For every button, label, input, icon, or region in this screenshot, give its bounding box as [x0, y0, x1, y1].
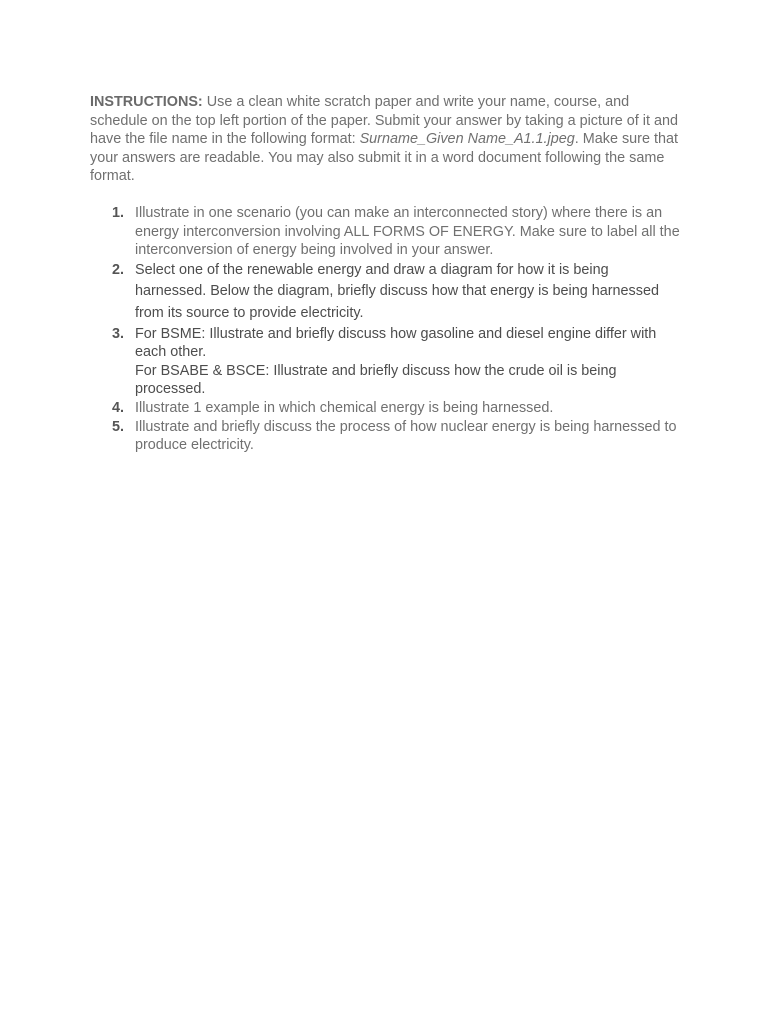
task-item-1	[90, 204, 680, 260]
task-text-3b: For BSABE & BSCE: Illustrate and briefly discuss how the crude oil is being processed.	[135, 362, 617, 398]
instructions-paragraph	[90, 93, 680, 186]
task-number-2: 2.	[112, 261, 125, 278]
instructions-lead: INSTRUCTIONS:	[90, 94, 203, 110]
task-list	[90, 204, 680, 455]
task-number-3: 3.	[112, 325, 125, 342]
task-text-5: Illustrate and briefly discuss the process of how nuclear energy is being harnessed to produce electricity.	[135, 418, 677, 454]
task-text-3a: For BSME: Illustrate and briefly discuss how gasoline and diesel engine differ with each other.	[135, 325, 657, 361]
task-text-2: Select one of the renewable energy and draw a diagram for how it is being harnessed. Below the diagram, briefly discuss how that energy is being harnessed from its source to provide electricity.	[135, 261, 659, 321]
task-text-4: Illustrate 1 example in which chemical energy is being harnessed.	[135, 399, 554, 416]
task-number-4: 4.	[112, 399, 125, 416]
instructions-filename: Surname_Given Name_A1.1.jpeg	[359, 131, 575, 148]
task-item-4	[90, 399, 680, 418]
task-number-5: 5.	[112, 418, 125, 435]
task-text-1: Illustrate in one scenario (you can make an interconnected story) where there is an energy interconversion involving ALL FORMS OF ENERGY. Make sure to label all the interconversion of energy being involved in your answer.	[135, 205, 680, 259]
task-item-5	[90, 418, 680, 455]
task-item-2	[90, 260, 680, 325]
instructions-text-2: . Make sure that your answers are readable. You may also submit it in a word document following the same format.	[90, 131, 678, 185]
task-item-3	[90, 325, 680, 399]
instructions-text-1: Use a clean white scratch paper and write your name, course, and schedule on the top left portion of the paper. Submit your answer by taking a picture of it and have the file name in the following format:	[90, 94, 678, 148]
task-number-1: 1.	[112, 205, 125, 221]
